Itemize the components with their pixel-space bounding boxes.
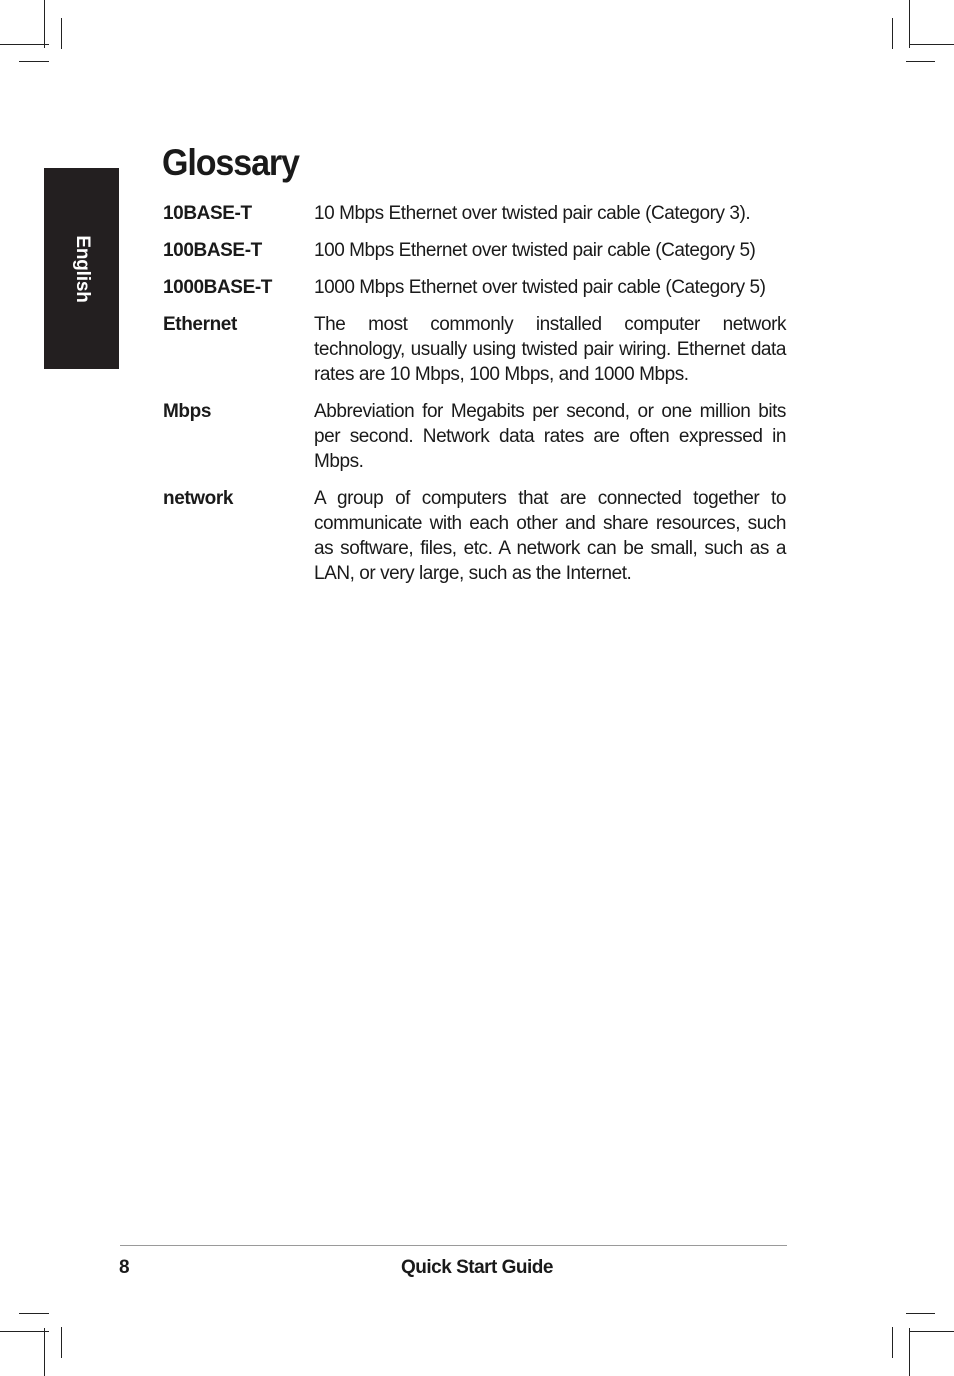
footer-guide-title: Quick Start Guide — [401, 1257, 553, 1278]
glossary-list — [163, 201, 787, 598]
glossary-definition: 10 Mbps Ethernet over twisted pair cable (Category 3). — [314, 203, 751, 224]
glossary-definition: 1000 Mbps Ethernet over twisted pair cable (Category 5) — [314, 277, 766, 298]
glossary-entry — [163, 201, 787, 226]
footer-divider — [120, 1245, 787, 1246]
glossary-entry — [163, 312, 787, 387]
language-tab — [44, 168, 119, 369]
page-number: 8 — [119, 1257, 130, 1278]
glossary-definition: Abbreviation for Megabits per second, or one million bits per second. Network data rates are often expressed in Mbps. — [314, 401, 786, 472]
glossary-term: network — [163, 488, 234, 509]
glossary-term: 100BASE-T — [163, 240, 262, 261]
glossary-definition: The most commonly installed computer network technology, usually using twisted pair wiring. Ethernet data rates are 10 Mbps, 100 Mbps, and 1000 Mbps. — [314, 314, 786, 385]
language-tab-label: English — [71, 234, 93, 303]
glossary-entry — [163, 399, 787, 474]
glossary-definition: 100 Mbps Ethernet over twisted pair cable (Category 5) — [314, 240, 756, 261]
glossary-entry — [163, 275, 787, 300]
glossary-term: 10BASE-T — [163, 203, 252, 224]
glossary-entry — [163, 486, 787, 586]
glossary-definition: A group of computers that are connected together to communicate with each other and share resources, such as software, files, etc. A network can be small, such as a LAN, or very large, such as the Internet. — [314, 488, 786, 584]
page-title: Glossary — [162, 142, 299, 183]
glossary-entry — [163, 238, 787, 263]
glossary-term: Mbps — [163, 401, 212, 422]
glossary-term: Ethernet — [163, 314, 237, 335]
glossary-term: 1000BASE-T — [163, 277, 272, 298]
